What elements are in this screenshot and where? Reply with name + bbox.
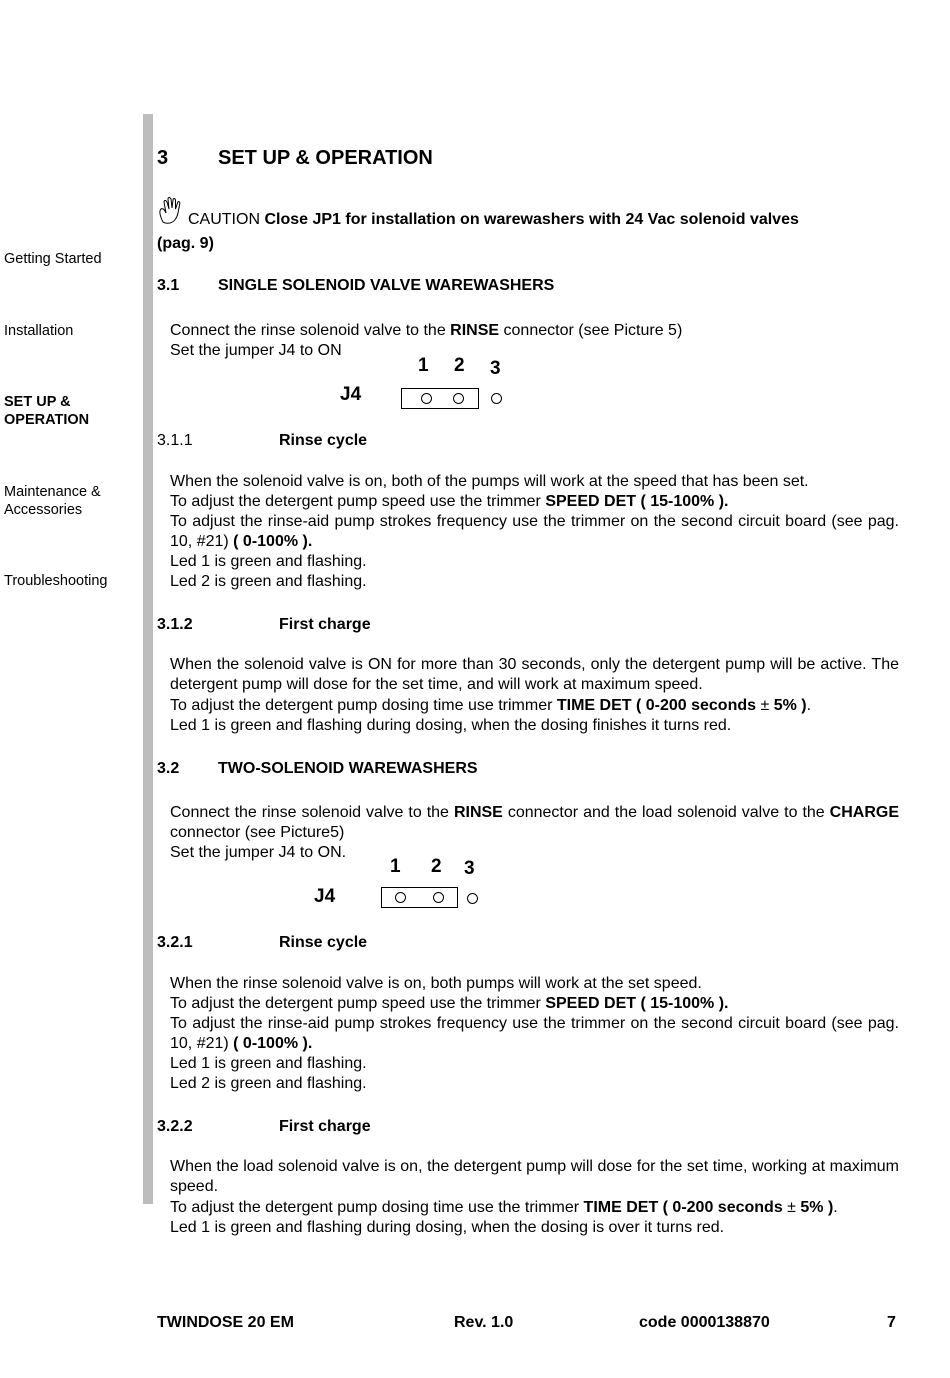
caution-ref: (pag. 9) — [157, 235, 214, 252]
pin-circle — [467, 893, 478, 904]
pin-circle — [395, 892, 406, 903]
pin-number: 1 — [390, 856, 401, 877]
text: To adjust the rinse-aid pump strokes frequency use the trimmer on the second circuit board (see pag. 10, #21) — [170, 1015, 899, 1052]
subsection-number: 3.2.2 — [157, 1118, 193, 1135]
caution-label: CAUTION — [188, 211, 260, 228]
subsection-number: 3.1 — [157, 277, 180, 294]
text: To adjust the detergent pump speed use the trimmer — [170, 995, 546, 1012]
text: ( 0-100% ). — [233, 533, 313, 550]
sidebar-item-label: Maintenance & — [4, 484, 101, 500]
jumper-cap — [381, 887, 458, 908]
sidebar-item-label: OPERATION — [4, 412, 90, 428]
footer-code: code 0000138870 — [639, 1314, 770, 1331]
sidebar-item-label: Accessories — [4, 502, 83, 518]
sidebar-item-installation[interactable] — [4, 322, 73, 340]
paragraph — [170, 696, 811, 716]
page-title: SET UP & OPERATION — [218, 147, 433, 169]
section-number: 3 — [157, 147, 169, 169]
text: ± — [782, 1199, 801, 1216]
sidebar-item-label: SET UP & — [4, 394, 71, 410]
paragraph — [170, 1198, 838, 1218]
text: SPEED DET ( 15-100% ). — [545, 995, 729, 1012]
text: connector and the load solenoid valve to the — [502, 804, 830, 821]
text: 5% ) — [800, 1199, 834, 1216]
pin-number: 1 — [418, 355, 429, 376]
paragraph: When the rinse solenoid valve is on, both pumps will work at the set speed. — [170, 975, 702, 992]
paragraph — [170, 492, 729, 512]
subsection-title: Rinse cycle — [279, 934, 368, 951]
sidebar-item-label: Installation — [4, 323, 74, 339]
text: . — [833, 1199, 838, 1216]
paragraph: Led 2 is green and flashing. — [170, 1075, 367, 1092]
sidebar-item-troubleshooting[interactable] — [4, 572, 107, 590]
section-marker-bar — [143, 114, 153, 1204]
page-number: 7 — [887, 1314, 896, 1331]
subsection-number: 3.1.2 — [157, 616, 193, 633]
footer-revision: Rev. 1.0 — [454, 1314, 514, 1331]
subsection-title: First charge — [279, 616, 371, 633]
paragraph: Led 1 is green and flashing. — [170, 1055, 367, 1072]
paragraph: When the load solenoid valve is on, the detergent pump will dose for the set time, working at maximum speed. — [170, 1158, 899, 1195]
text: TIME DET ( 0-200 seconds — [583, 1199, 783, 1216]
sidebar-item-label: Getting Started — [4, 251, 102, 267]
text: connector (see Picture5) — [170, 824, 345, 841]
paragraph: Set the jumper J4 to ON. — [170, 844, 347, 861]
pin-number: 3 — [464, 858, 475, 879]
text: To adjust the detergent pump dosing time use the trimmer — [170, 1199, 584, 1216]
subsection-number: 3.2 — [157, 760, 180, 777]
pin-number: 3 — [490, 358, 501, 379]
sidebar-item-label: Troubleshooting — [4, 573, 108, 589]
text: TIME DET ( 0-200 seconds — [556, 697, 757, 714]
sidebar-item-setup-operation[interactable] — [4, 393, 89, 429]
pin-number: 2 — [431, 856, 442, 877]
text: Connect the rinse solenoid valve to the — [170, 322, 451, 339]
paragraph: When the solenoid valve is ON for more than 30 seconds, only the detergent pump will be active. The detergent pump will dose for the set time, and will work at maximum speed. — [170, 656, 899, 693]
subsection-title: Rinse cycle — [279, 432, 368, 449]
text: To adjust the detergent pump dosing time use trimmer — [170, 697, 557, 714]
caution-text: Close JP1 for installation on warewashers with 24 Vac solenoid valves — [264, 211, 799, 228]
jumper-label: J4 — [314, 886, 336, 907]
text: To adjust the rinse-aid pump strokes frequency use the trimmer on the second circuit board (see pag. 10, #21) — [170, 513, 899, 550]
hand-icon — [157, 196, 187, 226]
paragraph: Led 1 is green and flashing during dosing, when the dosing finishes it turns red. — [170, 717, 732, 734]
paragraph — [170, 994, 729, 1014]
sidebar-item-getting-started[interactable] — [4, 250, 102, 268]
paragraph — [170, 321, 682, 341]
footer-product: TWINDOSE 20 EM — [157, 1314, 294, 1331]
subsection-title: SINGLE SOLENOID VALVE WAREWASHERS — [218, 277, 555, 294]
paragraph: Led 1 is green and flashing. — [170, 553, 367, 570]
text: . — [806, 697, 812, 714]
text: SPEED DET ( 15-100% ). — [545, 493, 729, 510]
pin-circle — [453, 393, 464, 404]
paragraph: Set the jumper J4 to ON — [170, 342, 342, 359]
text: connector (see Picture 5) — [499, 322, 683, 339]
paragraph: When the solenoid valve is on, both of the pumps will work at the speed that has been set. — [170, 473, 809, 490]
subsection-title: First charge — [279, 1118, 371, 1135]
pin-number: 2 — [454, 355, 465, 376]
pin-circle — [433, 892, 444, 903]
caution-line — [188, 210, 799, 230]
jumper-label: J4 — [340, 384, 362, 405]
text: RINSE — [453, 804, 503, 821]
paragraph — [170, 803, 899, 843]
text: ± — [756, 697, 774, 714]
text: ( 0-100% ). — [233, 1035, 313, 1052]
text: RINSE — [450, 322, 500, 339]
text: Connect the rinse solenoid valve to the — [170, 804, 454, 821]
paragraph — [170, 1014, 899, 1054]
subsection-number: 3.2.1 — [157, 934, 193, 951]
pin-circle — [421, 393, 432, 404]
text: 5% ) — [773, 697, 807, 714]
subsection-title: TWO-SOLENOID WAREWASHERS — [218, 760, 478, 777]
subsection-number: 3.1.1 — [157, 432, 193, 449]
sidebar-item-maintenance[interactable] — [4, 483, 101, 519]
text: CHARGE — [829, 804, 900, 821]
paragraph: Led 2 is green and flashing. — [170, 573, 367, 590]
jumper-cap — [401, 388, 479, 409]
pin-circle — [491, 393, 502, 404]
paragraph: Led 1 is green and flashing during dosing, when the dosing is over it turns red. — [170, 1219, 725, 1236]
text: To adjust the detergent pump speed use the trimmer — [170, 493, 546, 510]
paragraph — [170, 512, 899, 552]
